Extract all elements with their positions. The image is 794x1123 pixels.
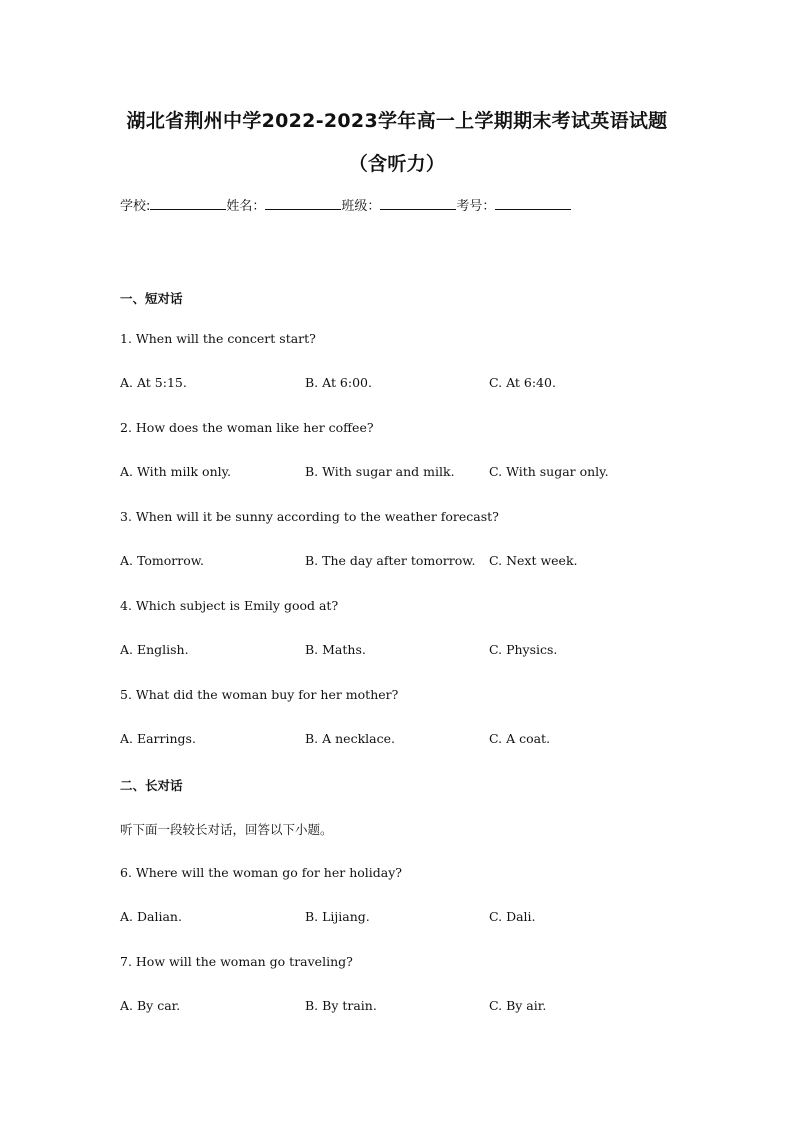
question-7-option-a: A. By car. — [120, 998, 181, 1013]
question-3-option-c: C. Next week. — [489, 553, 578, 568]
question-5: 5. What did the woman buy for her mother? — [120, 687, 399, 702]
question-2: 2. How does the woman like her coffee? — [120, 420, 374, 435]
section-2-title: 二、长对话 — [120, 778, 183, 793]
question-2-option-b: B. With sugar and milk. — [305, 464, 455, 479]
question-2-option-a: A. With milk only. — [120, 464, 231, 479]
school-label: 学校: — [120, 199, 151, 214]
question-4-option-b: B. Maths. — [305, 642, 366, 657]
student-info-line — [120, 195, 571, 214]
question-3: 3. When will it be sunny according to the weather forecast? — [120, 509, 499, 524]
question-1-option-a: A. At 5:15. — [120, 375, 187, 390]
question-3-option-a: A. Tomorrow. — [120, 553, 204, 568]
question-2-option-c: C. With sugar only. — [489, 464, 609, 479]
name-blank — [265, 197, 341, 210]
exam-no-label: 考号： — [456, 199, 496, 214]
question-4-option-c: C. Physics. — [489, 642, 558, 657]
class-label: 班级： — [341, 199, 381, 214]
question-1-option-b: B. At 6:00. — [305, 375, 372, 390]
question-5-option-a: A. Earrings. — [120, 731, 196, 746]
exam-subtitle: （含听力） — [348, 153, 446, 175]
question-7: 7. How will the woman go traveling? — [120, 954, 353, 969]
question-5-option-c: C. A coat. — [489, 731, 551, 746]
question-6-option-c: C. Dali. — [489, 909, 536, 924]
section-2-instruction: 听下面一段较长对话，回答以下小题。 — [120, 822, 333, 837]
question-1: 1. When will the concert start? — [120, 331, 316, 346]
name-label: 姓名： — [226, 199, 266, 214]
question-4-option-a: A. English. — [120, 642, 189, 657]
question-7-option-c: C. By air. — [489, 998, 547, 1013]
question-6-option-a: A. Dalian. — [120, 909, 182, 924]
question-7-option-b: B. By train. — [305, 998, 377, 1013]
question-3-option-b: B. The day after tomorrow. — [305, 553, 476, 568]
question-1-option-c: C. At 6:40. — [489, 375, 556, 390]
class-blank — [380, 197, 456, 210]
exam-title: 湖北省荆州中学2022-2023学年高一上学期期末考试英语试题 — [126, 110, 668, 132]
exam-no-blank — [495, 197, 571, 210]
question-6: 6. Where will the woman go for her holiday? — [120, 865, 402, 880]
question-5-option-b: B. A necklace. — [305, 731, 395, 746]
section-1-title: 一、短对话 — [120, 291, 183, 306]
question-4: 4. Which subject is Emily good at? — [120, 598, 339, 613]
question-6-option-b: B. Lijiang. — [305, 909, 370, 924]
school-blank — [150, 197, 226, 210]
